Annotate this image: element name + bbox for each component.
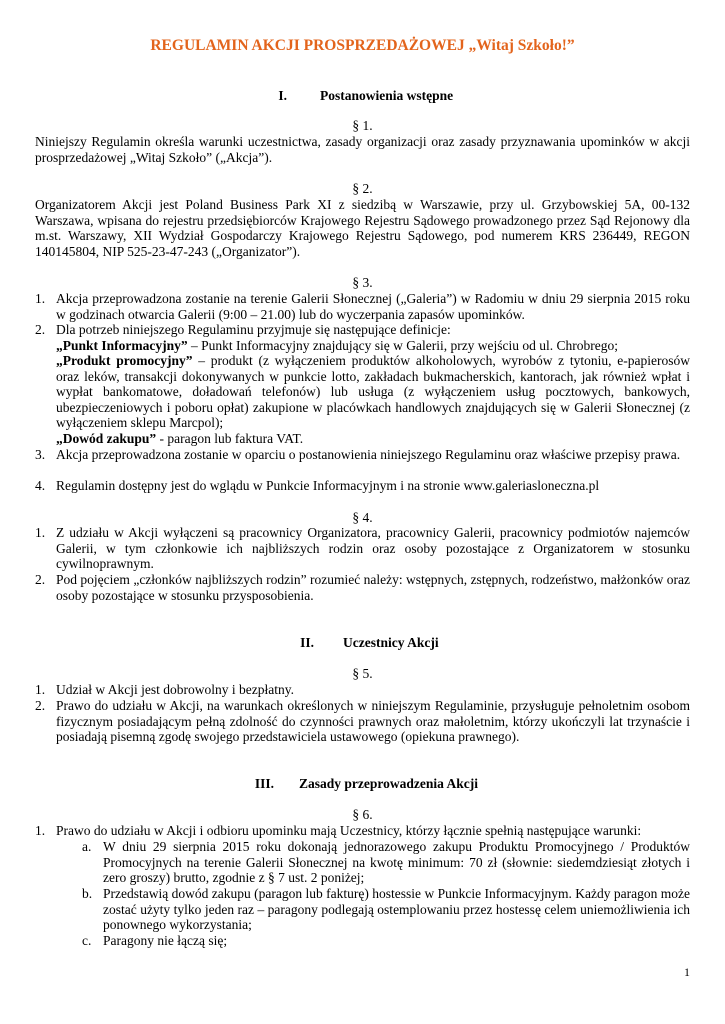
section-number: III. [254,776,274,791]
paragraph-1-text: Niniejszy Regulamin określa warunki uczestnictwa, zasady organizacji oraz zasady przyznawania upominków w akcji prosprzedażowej „Witaj Szkoło” („Akcja”). [35,134,690,165]
list-item-text: Udział w Akcji jest dobrowolny i bezpłatny. [56,682,294,697]
list-item-text: Akcja przeprowadzona zostanie na terenie Galerii Słonecznej („Galeria”) w Radomiu w dniu 29 sierpnia 2015 roku w godzinach otwarcia Galerii (9:00 – 21.00) lub do wyczerpania zapasów upominków. [56,291,690,322]
list-number: 2. [35,698,46,713]
list-item-text: Prawo do udziału w Akcji i odbioru upominku mają Uczestnicy, którzy łącznie spełnią następujące warunki: [56,823,642,838]
list-item [35,572,690,603]
paragraph-mark-1: § 1. [352,118,373,133]
sub-list-item-text: W dniu 29 sierpnia 2015 roku dokonają jednorazowego zakupu Produktu Promocyjnego / Produktów Promocyjnych na terenie Galerii Słonecznej na kwotę minimum: 70 zł (słownie: siedemdziesiąt złotych i zero groszy) brutto, zgodnie z § 7 ust. 2 poniżej; [103,839,690,886]
paragraph-mark-5: § 5. [352,666,373,681]
list-number: 1. [35,291,46,306]
list-item [35,291,690,322]
definition-term: „Punkt Informacyjny” [56,338,188,353]
paragraph-mark-2: § 2. [352,181,373,196]
paragraph-mark-3: § 3. [352,275,373,290]
definition-term: „Dowód zakupu” [56,431,157,446]
section-title: Zasady przeprowadzenia Akcji [299,776,479,791]
section-number: II. [300,635,314,650]
sub-list-letter: c. [82,933,92,948]
definition-produkt-promocyjny [56,353,690,431]
list-item [35,447,690,463]
list-item [35,823,690,839]
list-number: 1. [35,823,46,838]
list-item-text: Z udziału w Akcji wyłączeni są pracownicy Organizatora, pracownicy Galerii, pracownicy podmiotów najemców Galerii, w tym członkowie ich najbliższych rodzin oraz osoby pozostające z Organizatorem w stosunku cywilnoprawnym. [56,525,690,572]
definition-text: – Punkt Informacyjny znajdujący się w Galerii, przy wejściu od ul. Chrobrego; [187,338,619,353]
definition-text: – produkt (z wyłączeniem produktów alkoholowych, wyrobów z tytoniu, e-papierosów oraz leków, transakcji dokonywanych w punkcie lotto, zakładach bukmacherskich, kantorach, jak również wpłat i wypłat bankomatowe, doładowań telefonów) lub usługa (z wyłączeniem usług pocztowych, bankowych, ubezpieczeniowych i poboru opłat) zakupione w placówkach handlowych znajdujących się w Galerii Słonecznej (z wyłączeniem sklepu Marcpol); [56,353,690,431]
list-item-text: Pod pojęciem „członków najbliższych rodzin” rozumieć należy: wstępnych, zstępnych, rodzeństwo, małżonków oraz osoby pozostające w stosunku przysposobienia. [56,572,690,603]
sub-list-letter: b. [82,886,93,901]
list-number: 2. [35,572,46,587]
list-item [35,478,690,494]
list-item [35,322,690,338]
sub-list-letter: a. [82,839,92,854]
sub-list-item [82,933,690,949]
definition-dowod-zakupu [56,431,690,447]
definition-text: - paragon lub faktura VAT. [156,431,304,446]
document-title: REGULAMIN AKCJI PROSPRZEDAŻOWEJ „Witaj Szkoło!” [150,37,575,54]
list-item [35,525,690,572]
list-number: 1. [35,525,46,540]
list-number: 2. [35,322,46,337]
section-title: Postanowienia wstępne [320,88,454,103]
definition-punkt-informacyjny [56,338,690,354]
section-number: I. [278,88,287,103]
sub-list-item [82,886,690,933]
sub-list-item-text: Przedstawią dowód zakupu (paragon lub fakturę) hostessie w Punkcie Informacyjnym. Każdy paragon może zostać użyty tylko jeden raz – paragony podlegają ostemplowaniu przez hostessę celem uniemożliwienia ich ponownego wykorzystania; [103,886,690,933]
list-item [35,682,690,698]
paragraph-2-text: Organizatorem Akcji jest Poland Business Park XI z siedzibą w Warszawie, przy ul. Grzybowskiej 5A, 00-132 Warszawa, wpisana do rejestru przedsiębiorców Krajowego Rejestru Sądowego prowadzonego przez Sąd Rejonowy dla m.st. Warszawy, XII Wydział Gospodarczy Krajowego Rejestru Sądowego, pod numerem KRS 236449, REGON 140145804, NIP 525-23-47-243 („Organizator”). [35,197,690,259]
definition-term: „Produkt promocyjny” [56,353,193,368]
sub-list-item [82,839,690,886]
list-item-text: Dla potrzeb niniejszego Regulaminu przyjmuje się następujące definicje: [56,322,451,337]
list-item-text: Akcja przeprowadzona zostanie w oparciu o postanowienia niniejszego Regulaminu oraz właściwe przepisy prawa. [56,447,681,462]
paragraph-mark-6: § 6. [352,807,373,822]
list-number: 1. [35,682,46,697]
list-number: 3. [35,447,46,462]
list-item-text: Regulamin dostępny jest do wglądu w Punkcie Informacyjnym i na stronie www.galeriasloneczna.pl [56,478,600,493]
sub-list-item-text: Paragony nie łączą się; [103,933,228,948]
page-number: 1 [684,965,690,979]
section-title: Uczestnicy Akcji [343,635,439,650]
paragraph-mark-4: § 4. [352,510,373,525]
list-number: 4. [35,478,46,493]
list-item [35,698,690,745]
list-item-text: Prawo do udziału w Akcji, na warunkach określonych w niniejszym Regulaminie, przysługuje pełnoletnim osobom fizycznym posiadającym pełną zdolność do czynności prawnych oraz małoletnim, którzy ukończyli lat trzynaście i posiadają pisemną zgodę swojego przedstawiciela ustawowego (opiekuna prawnego). [56,698,690,745]
